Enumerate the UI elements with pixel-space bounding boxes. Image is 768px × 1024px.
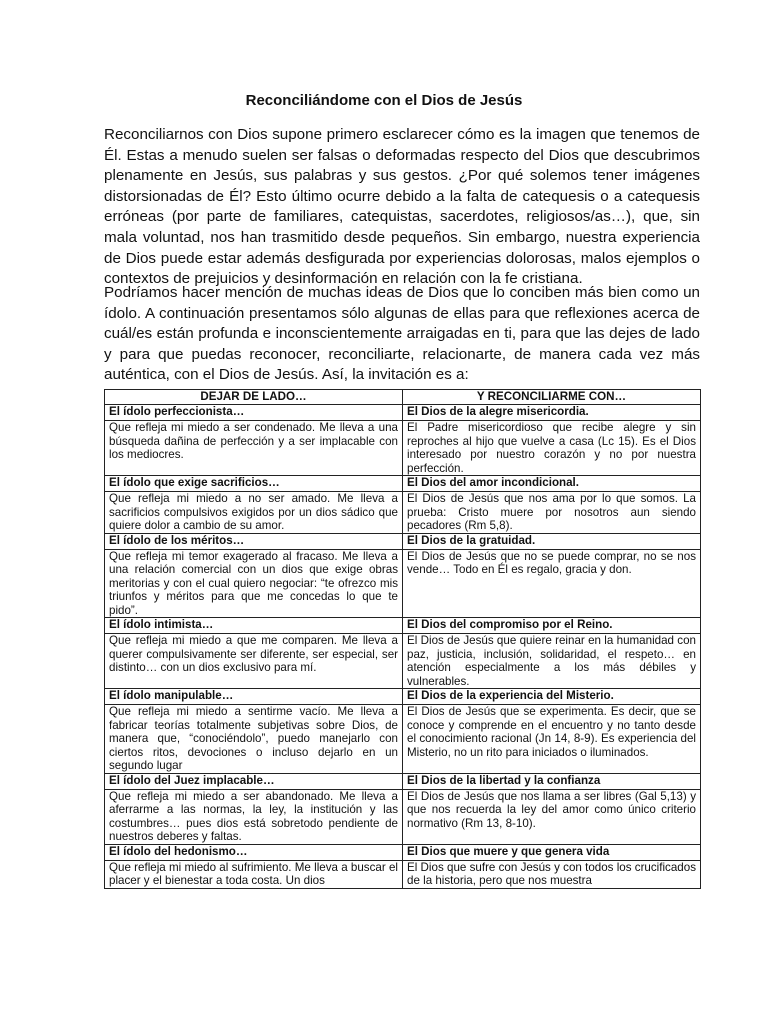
god-description-cut bbox=[403, 860, 701, 888]
table-row-title bbox=[105, 844, 701, 860]
second-paragraph: Podríamos hacer mención de muchas ideas de Dios que lo conciben más bien como un ídolo. A continuación presentamos sólo algunas de ellas para que reflexiones acerca de cuál/es están profunda e inconscientemente arraigadas en ti, para que las dejes de lado y para que puedas reconocer, reconciliarte, relacionarte, de manera cada vez más auténtica, con el Dios de Jesús. Así, la invitación es a: bbox=[104, 284, 700, 384]
document-title: Reconciliándome con el Dios de Jesús bbox=[245, 92, 523, 109]
idol-description: Que refleja mi miedo a no ser amado. Me lleva a sacrificios compulsivos exigidos por un dios sádico que quiere dolor a cambio de su amor. bbox=[105, 492, 403, 534]
god-title: El Dios de la experiencia del Misterio. bbox=[403, 689, 701, 705]
idol-description: Que refleja mi miedo a sentirme vacío. Me lleva a fabricar teorías totalmente subjetivas sobre Dios, de manera que, “conociéndolo”, puedo manejarlo con ciertos ritos, devociones o incluso dejarlo en un segundo lugar bbox=[105, 705, 403, 774]
god-title: El Dios de la alegre misericordia. bbox=[403, 405, 701, 421]
god-title: El Dios del compromiso por el Reino. bbox=[403, 618, 701, 634]
idol-title: El ídolo de los méritos… bbox=[105, 533, 403, 549]
god-title: El Dios que muere y que genera vida bbox=[403, 844, 701, 860]
god-title: El Dios de la libertad y la confianza bbox=[403, 773, 701, 789]
table-header-row bbox=[105, 390, 701, 405]
god-title: El Dios de la gratuidad. bbox=[403, 533, 701, 549]
table-row-title bbox=[105, 618, 701, 634]
god-description: El Dios de Jesús que se experimenta. Es decir, que se conoce y comprende en el encuentro y no tanto desde el conocimiento racional (Jn 14, 8-9). Es experiencia del Misterio, no un rito para iniciados o iluminados. bbox=[403, 705, 701, 774]
god-description: El Dios de Jesús que quiere reinar en la humanidad con paz, justicia, inclusión, solidaridad, el respeto… en atención especialmente a los más débiles y vulnerables. bbox=[403, 634, 701, 689]
table-row-text bbox=[105, 492, 701, 534]
god-title: El Dios del amor incondicional. bbox=[403, 476, 701, 492]
table-row-title bbox=[105, 773, 701, 789]
idol-description-cut bbox=[105, 860, 403, 888]
god-description: El Padre misericordioso que recibe alegre y sin reproches al hijo que vuelve a casa (Lc 15). Es el Dios interesado por nuestro corazón y no por nuestra perfección. bbox=[403, 421, 701, 476]
idols-table bbox=[104, 389, 701, 889]
god-description: El Dios de Jesús que no se puede comprar, no se nos vende… Todo en Él es regalo, gracia y don. bbox=[403, 549, 701, 618]
table-row-title bbox=[105, 533, 701, 549]
table-row-text bbox=[105, 549, 701, 618]
idol-description: Que refleja mi miedo al sufrimiento. Me lleva a buscar el placer y el bienestar a toda costa. Un dios bbox=[109, 860, 398, 887]
god-description: El Dios que sufre con Jesús y con todos los crucificados de la historia, pero que nos muestra bbox=[407, 860, 696, 887]
table-row-text bbox=[105, 634, 701, 689]
idol-description: Que refleja mi miedo a ser abandonado. Me lleva a aferrarme a las normas, la ley, la institución y las costumbres… pues dios está sobretodo pendiente de nuestros deberes y faltas. bbox=[105, 789, 403, 844]
idol-description: Que refleja mi miedo a ser condenado. Me lleva a una búsqueda dañina de perfección y a ser implacable con los mediocres. bbox=[105, 421, 403, 476]
table-row-text bbox=[105, 789, 701, 844]
idol-title: El ídolo perfeccionista… bbox=[105, 405, 403, 421]
table-row-title bbox=[105, 476, 701, 492]
table-row-text bbox=[105, 421, 701, 476]
idol-title: El ídolo del hedonismo… bbox=[105, 844, 403, 860]
table-row-title bbox=[105, 405, 701, 421]
idol-title: El ídolo del Juez implacable… bbox=[105, 773, 403, 789]
idol-title: El ídolo que exige sacrificios… bbox=[105, 476, 403, 492]
header-dejar: DEJAR DE LADO… bbox=[105, 390, 403, 405]
table-row-title bbox=[105, 689, 701, 705]
idol-title: El ídolo intimista… bbox=[105, 618, 403, 634]
idol-description: Que refleja mi miedo a que me comparen. Me lleva a querer compulsivamente ser diferente, ser especial, ser distinto… con un dios exclusivo para mí. bbox=[105, 634, 403, 689]
idol-title: El ídolo manipulable… bbox=[105, 689, 403, 705]
idol-description: Que refleja mi temor exagerado al fracaso. Me lleva a una relación comercial con un dios que exige obras meritorias y con el cual quiero negociar: “te ofrezco mis triunfos y méritos para que me concedas lo que te pido”. bbox=[105, 549, 403, 618]
header-reconciliarme: Y RECONCILIARME CON… bbox=[403, 390, 701, 405]
intro-paragraph: Reconciliarnos con Dios supone primero esclarecer cómo es la imagen que tenemos de Él. Estas a menudo suelen ser falsas o deformadas respecto del Dios que descubrimos plenamente en Jesús, sus palabras y sus gestos. ¿Por qué solemos tener imágenes distorsionadas de Él? Esto último ocurre debido a la falta de catequesis o a catequesis erróneas (por parte de familiares, catequistas, sacerdotes, religiosos/as…), que, sin mala voluntad, nos han trasmitido desde pequeños. Sin embargo, nuestra experiencia de Dios puede estar además desfigurada por experiencias dolorosas, malos ejemplos o contextos de prejuicios y desinformación en relación con la fe cristiana. bbox=[104, 126, 700, 288]
table-row-text bbox=[105, 705, 701, 774]
god-description: El Dios de Jesús que nos ama por lo que somos. La prueba: Cristo muere por nosotros aun siendo pecadores (Rm 5,8). bbox=[403, 492, 701, 534]
table-row-text bbox=[105, 860, 701, 888]
god-description: El Dios de Jesús que nos llama a ser libres (Gal 5,13) y que nos recuerda la ley del amor como único criterio normativo (Rm 13, 8-10). bbox=[403, 789, 701, 844]
